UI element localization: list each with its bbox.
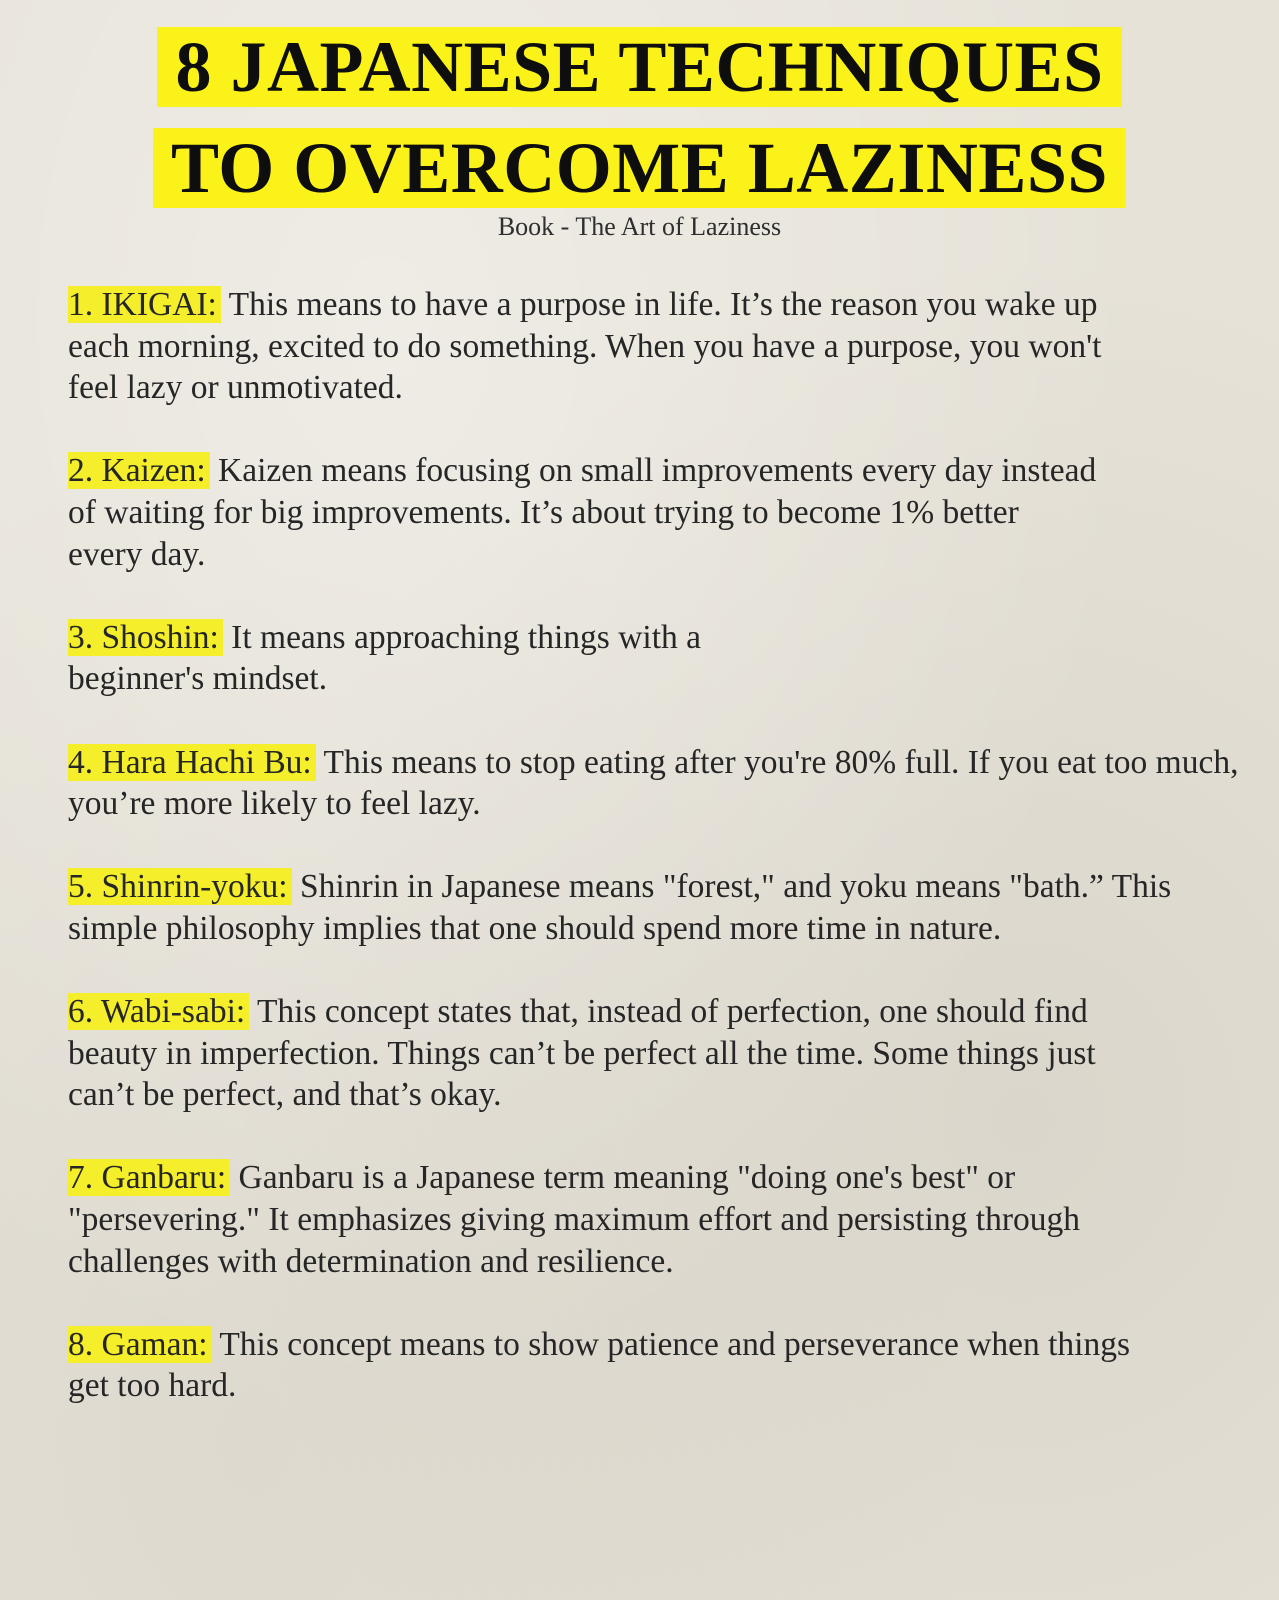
- technique-item-wabi-sabi: [68, 991, 1108, 1116]
- book-source-subtitle: Book - The Art of Laziness: [497, 212, 782, 241]
- technique-term: 7. Ganbaru:: [68, 1159, 230, 1196]
- technique-description: It means approaching things with a beginner's mindset.: [68, 618, 701, 698]
- page-title: [0, 20, 1279, 222]
- technique-description: This means to have a purpose in life. It’s the reason you wake up each morning, excited to do something. When you have a purpose, you won't feel lazy or unmotivated.: [68, 286, 1102, 407]
- technique-description: Kaizen means focusing on small improvements every day instead of waiting for big improvements. It’s about trying to become 1% better every day.: [68, 452, 1097, 573]
- technique-item-shinrin-yoku: [68, 866, 1188, 949]
- technique-term: 4. Hara Hachi Bu:: [68, 744, 316, 781]
- technique-term: 2. Kaizen:: [68, 452, 210, 489]
- technique-term: 1. IKIGAI:: [68, 286, 221, 323]
- technique-term: 8. Gaman:: [68, 1326, 212, 1363]
- technique-description: This concept states that, instead of perfection, one should find beauty in imperfection. Things can’t be perfect all the time. Some things just can’t be perfect, and that’s okay.: [68, 993, 1096, 1114]
- title-line-2: TO OVERCOME LAZINESS: [153, 128, 1126, 208]
- technique-description: This concept means to show patience and perseverance when things get too hard.: [68, 1325, 1131, 1405]
- technique-term: 5. Shinrin-yoku:: [68, 868, 292, 905]
- technique-item-gaman: [68, 1324, 1148, 1407]
- technique-term: 6. Wabi-sabi:: [68, 993, 249, 1030]
- technique-item-kaizen: [68, 450, 1098, 575]
- technique-term: 3. Shoshin:: [68, 619, 223, 656]
- technique-item-ikigai: [68, 284, 1128, 409]
- technique-description: Shinrin in Japanese means "forest," and yoku means "bath.” This simple philosophy implies that one should spend more time in nature.: [68, 868, 1172, 947]
- technique-description: This means to stop eating after you're 80% full. If you eat too much, you’re more likely to feel lazy.: [68, 743, 1239, 823]
- technique-item-hara-hachi-bu: [68, 742, 1258, 825]
- technique-item-ganbaru: [68, 1157, 1168, 1282]
- technique-item-shoshin: [68, 617, 828, 700]
- techniques-list: [68, 284, 1258, 1449]
- technique-description: Ganbaru is a Japanese term meaning "doing one's best" or "persevering." It emphasizes giving maximum effort and persisting through challenges with determination and resilience.: [68, 1159, 1080, 1280]
- title-line-1: 8 JAPANESE TECHNIQUES: [157, 27, 1121, 107]
